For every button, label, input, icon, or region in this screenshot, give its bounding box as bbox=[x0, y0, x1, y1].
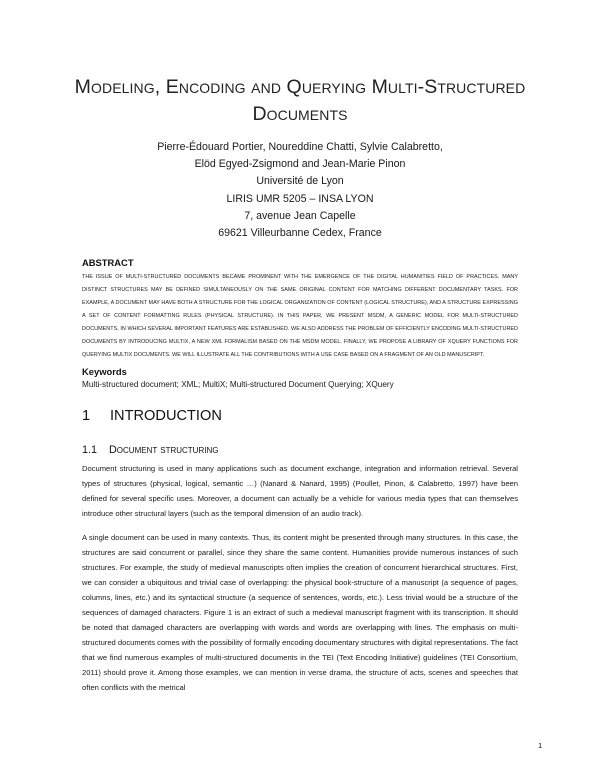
subsection-heading-document-structuring bbox=[82, 444, 218, 456]
subsection-title: Document structuring bbox=[109, 444, 219, 456]
abstract-heading: ABSTRACT bbox=[82, 257, 134, 268]
subsection-number: 1.1 bbox=[82, 444, 98, 456]
author-block bbox=[40, 139, 560, 242]
section-heading-introduction bbox=[82, 408, 222, 424]
affiliation-university: Université de Lyon bbox=[256, 175, 344, 188]
body-paragraph-1: Document structuring is used in many applications such as document exchange, integration and information retrieval. Several types of structures (physical, logical, semantic …) (Nanard & Nanard, 1995) (Poullet, Pinon, & Calabretto, 1997) have been defined for several specific uses. Moreover, a document can actually be a vehicle for various media types that can themselves introduce other structural layers (such as the temporal dimension of an audio track). bbox=[82, 464, 518, 519]
page-number: 1 bbox=[538, 741, 543, 750]
body-paragraph-2: A single document can be used in many contexts. Thus, its content might be presented through many structures. In this case, the structures are said concurrent or parallel, since they share the same content. Humanities provide numerous instances of such structures. For example, the study of medieval manuscripts often implies the creation of concurrent hierarchical structures. First, we can consider a ubiquitous and trivial case of overlapping: the physical book-structure of a manuscript (a sequence of pages, columns, lines, etc.) and its syntactical structure (a sequence of sentences, words, etc.). Less trivial would be a structure of the sequences of damaged characters. Figure 1 is an extract of such a medieval manuscript fragment with its transcription. It should be noted that damaged characters are overlapping with words and words are overlapping with lines. The emphasis on multi-structured documents comes with the possibility of formally encoding documentary structures with digital representations. The fact that we find numerous examples of multi-structured documents in the TEI (Text Encoding Initiative) guidelines (TEI Consortium, 2011) should prove it. Among those examples, we can mention in verse drama, the structure of acts, scenes and speeches that often conflicts with the metrical bbox=[82, 533, 518, 693]
title-line-1: Modeling, Encoding and Querying Multi-Structured bbox=[74, 76, 526, 98]
author-names-line-1: Pierre-Édouard Portier, Noureddine Chatti, Sylvie Calabretto, bbox=[157, 141, 443, 153]
abstract-text: THE ISSUE OF MULTI-STRUCTURED DOCUMENTS BECAME PROMINENT WITH THE EMERGENCE OF THE DIGITAL HUMANITIES FIELD OF PRACTICES. MANY DISTINCT STRUCTURES MAY BE DEFINED SIMULTANEOUSLY ON THE SAME ORIGINAL CONTENT FOR MATCHING DIFFERENT DOCUMENTARY TASKS. FOR EXAMPLE, A DOCUMENT MAY HAVE BOTH A STRUCTURE FOR THE LOGICAL ORGANIZATION OF CONTENT (LOGICAL STRUCTURE), AND A STRUCTURE EXPRESSING A SET OF CONTENT FORMATTING RULES (PHYSICAL STRUCTURE). IN THIS PAPER, WE PRESENT MSDM, A GENERIC MODEL FOR MULTI-STRUCTURED DOCUMENTS, IN WHICH SEVERAL IMPORTANT FEATURES ARE ESTABLISHED. WE ALSO ADDRESS THE PROBLEM OF EFFICIENTLY ENCODING MULTI-STRUCTURED DOCUMENTS BY INTRODUCING MULTIX, A NEW XML FORMALISM BASED ON THE MSDM MODEL. FINALLY, WE PROPOSE A LIBRARY OF XQUERY FUNCTIONS FOR QUERYING MULTIX DOCUMENTS. WE WILL ILLUSTRATE ALL THE CONTRIBUTIONS WITH A USE CASE BASED ON A FRAGMENT OF AN OLD MANUSCRIPT. bbox=[82, 274, 518, 359]
affiliation-lab: LIRIS UMR 5205 – INSA LYON bbox=[226, 192, 374, 205]
affiliation-street: 7, avenue Jean Capelle bbox=[244, 209, 356, 222]
section-title: INTRODUCTION bbox=[110, 408, 222, 424]
section-number: 1 bbox=[82, 408, 91, 424]
keywords-heading: Keywords bbox=[82, 366, 127, 377]
author-names-line-2: Elöd Egyed-Zsigmond and Jean-Marie Pinon bbox=[194, 158, 406, 171]
keywords-text: Multi-structured document; XML; MultiX; Multi-structured Document Querying; XQuery bbox=[82, 380, 394, 389]
title-line-2: Documents bbox=[252, 103, 348, 125]
affiliation-city: 69621 Villeurbanne Cedex, France bbox=[218, 227, 382, 240]
paper-title bbox=[40, 74, 560, 128]
